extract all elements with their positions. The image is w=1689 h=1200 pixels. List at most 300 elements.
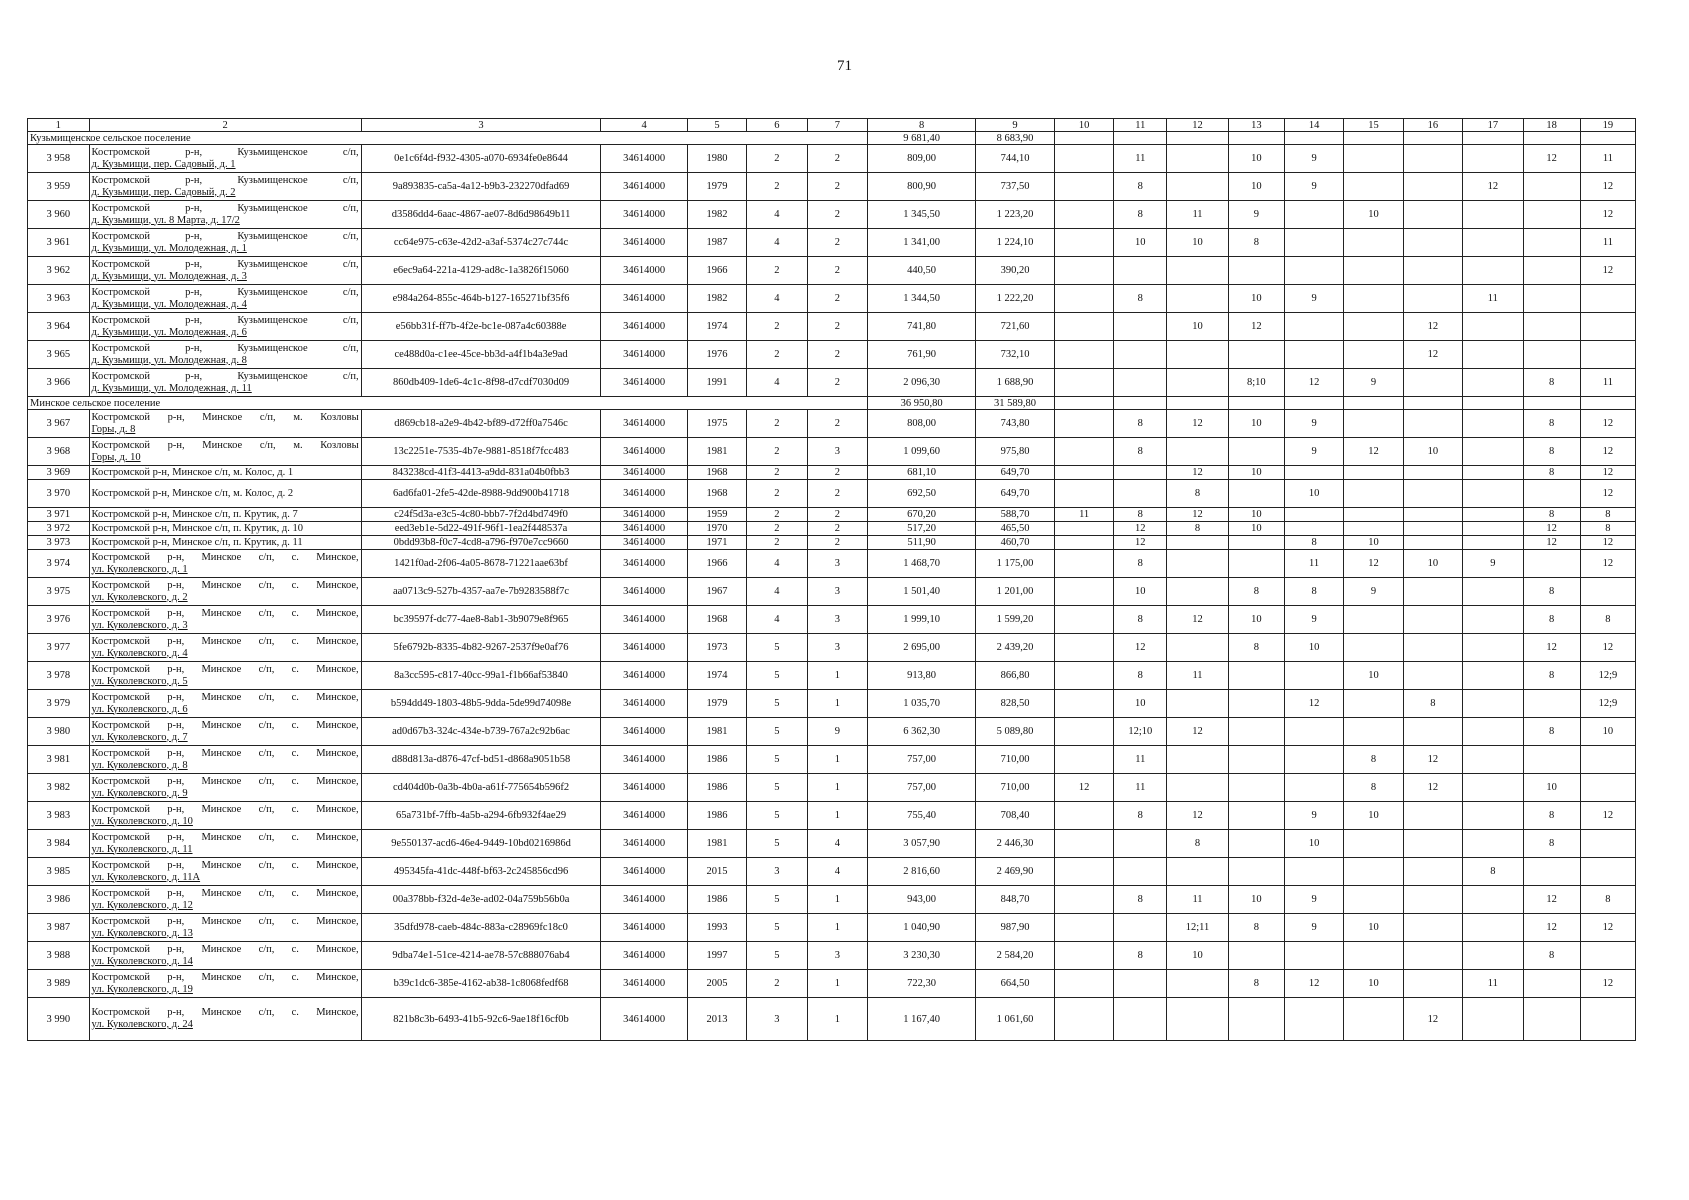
column-number-row bbox=[28, 119, 1636, 132]
entrances: 2 bbox=[807, 145, 867, 173]
col-13: 10 bbox=[1228, 606, 1284, 634]
total-area: 2 695,00 bbox=[868, 634, 976, 662]
empty-cell bbox=[1463, 397, 1523, 410]
row-number: 3 958 bbox=[28, 145, 90, 173]
row-number: 3 959 bbox=[28, 173, 90, 201]
entrances: 2 bbox=[807, 201, 867, 229]
col-14: 12 bbox=[1284, 690, 1343, 718]
address-line-1: Костромской р-н, Минское с/п, п. Крутик, д. 11 bbox=[91, 536, 303, 548]
col-13 bbox=[1228, 858, 1284, 886]
table-row bbox=[28, 914, 1636, 942]
build-year: 2015 bbox=[687, 858, 746, 886]
col-10 bbox=[1054, 998, 1113, 1041]
col-19: 12 bbox=[1580, 257, 1635, 285]
col-19 bbox=[1580, 746, 1635, 774]
col-17: 11 bbox=[1463, 970, 1523, 998]
oktmo-code: 34614000 bbox=[601, 508, 687, 522]
build-year: 1987 bbox=[687, 229, 746, 257]
fias-guid: d88d813a-d876-47cf-bd51-d868a9051b58 bbox=[361, 746, 601, 774]
col-13 bbox=[1228, 536, 1284, 550]
address-line-1: Костромской р-н, Кузьмищенское с/п, bbox=[91, 146, 359, 158]
col-19 bbox=[1580, 285, 1635, 313]
fias-guid: 821b8c3b-6493-41b5-92c6-9ae18f16cf0b bbox=[361, 998, 601, 1041]
living-area: 649,70 bbox=[976, 466, 1055, 480]
col-17 bbox=[1463, 718, 1523, 746]
living-area: 2 446,30 bbox=[976, 830, 1055, 858]
col-17 bbox=[1463, 480, 1523, 508]
col-14: 9 bbox=[1284, 145, 1343, 173]
floors: 5 bbox=[747, 774, 807, 802]
entrances: 2 bbox=[807, 410, 867, 438]
oktmo-code: 34614000 bbox=[601, 718, 687, 746]
col-15: 9 bbox=[1344, 369, 1403, 397]
address-line-2: ул. Куколевского, д. 11А bbox=[91, 871, 201, 883]
col-14: 10 bbox=[1284, 830, 1343, 858]
col-17: 8 bbox=[1463, 858, 1523, 886]
living-area: 743,80 bbox=[976, 410, 1055, 438]
col-19: 12 bbox=[1580, 634, 1635, 662]
col-15 bbox=[1344, 886, 1403, 914]
col-13: 8 bbox=[1228, 914, 1284, 942]
col-12: 11 bbox=[1167, 662, 1229, 690]
column-number: 9 bbox=[976, 119, 1055, 132]
col-12 bbox=[1167, 858, 1229, 886]
living-area: 1 201,00 bbox=[976, 578, 1055, 606]
col-10 bbox=[1054, 606, 1113, 634]
floors: 5 bbox=[747, 634, 807, 662]
column-number: 14 bbox=[1284, 119, 1343, 132]
col-14 bbox=[1284, 858, 1343, 886]
fias-guid: 1421f0ad-2f06-4a05-8678-71221aae63bf bbox=[361, 550, 601, 578]
col-17 bbox=[1463, 410, 1523, 438]
address-line-1: Костромской р-н, Кузьмищенское с/п, bbox=[91, 314, 359, 326]
fias-guid: c24f5d3a-e3c5-4c80-bbb7-7f2d4bd749f0 bbox=[361, 508, 601, 522]
row-number: 3 976 bbox=[28, 606, 90, 634]
col-10 bbox=[1054, 369, 1113, 397]
col-14 bbox=[1284, 998, 1343, 1041]
col-18 bbox=[1523, 746, 1580, 774]
col-12: 12 bbox=[1167, 466, 1229, 480]
col-18 bbox=[1523, 229, 1580, 257]
fias-guid: e6ec9a64-221a-4129-ad8c-1a3826f15060 bbox=[361, 257, 601, 285]
address-line-1: Костромской р-н, Минское с/п, м. Козловы bbox=[91, 439, 359, 451]
build-year: 1975 bbox=[687, 410, 746, 438]
col-13 bbox=[1228, 257, 1284, 285]
col-10 bbox=[1054, 536, 1113, 550]
col-14 bbox=[1284, 341, 1343, 369]
col-17: 11 bbox=[1463, 285, 1523, 313]
table-row bbox=[28, 257, 1636, 285]
row-number: 3 962 bbox=[28, 257, 90, 285]
col-17 bbox=[1463, 522, 1523, 536]
col-16 bbox=[1403, 830, 1462, 858]
address-cell bbox=[89, 285, 361, 313]
col-19: 12 bbox=[1580, 466, 1635, 480]
col-19: 12 bbox=[1580, 802, 1635, 830]
oktmo-code: 34614000 bbox=[601, 438, 687, 466]
col-15 bbox=[1344, 508, 1403, 522]
floors: 4 bbox=[747, 285, 807, 313]
col-19: 11 bbox=[1580, 229, 1635, 257]
col-19 bbox=[1580, 578, 1635, 606]
col-18: 8 bbox=[1523, 369, 1580, 397]
col-16 bbox=[1403, 229, 1462, 257]
address-line-2: д. Кузьмищи, ул. Молодежная, д. 3 bbox=[91, 270, 247, 282]
section-name: Минское сельское поселение bbox=[28, 397, 868, 410]
oktmo-code: 34614000 bbox=[601, 285, 687, 313]
empty-cell bbox=[1167, 397, 1229, 410]
address-line-2: д. Кузьмищи, ул. Молодежная, д. 6 bbox=[91, 326, 247, 338]
col-13: 10 bbox=[1228, 285, 1284, 313]
row-number: 3 982 bbox=[28, 774, 90, 802]
row-number: 3 971 bbox=[28, 508, 90, 522]
entrances: 1 bbox=[807, 662, 867, 690]
col-13: 8 bbox=[1228, 229, 1284, 257]
total-area: 800,90 bbox=[868, 173, 976, 201]
col-10 bbox=[1054, 942, 1113, 970]
col-16: 10 bbox=[1403, 550, 1462, 578]
col-14: 10 bbox=[1284, 634, 1343, 662]
address-line-2: д. Кузьмищи, ул. Молодежная, д. 8 bbox=[91, 354, 247, 366]
build-year: 1974 bbox=[687, 662, 746, 690]
col-18: 8 bbox=[1523, 606, 1580, 634]
table-row bbox=[28, 662, 1636, 690]
entrances: 2 bbox=[807, 257, 867, 285]
floors: 2 bbox=[747, 536, 807, 550]
table-row bbox=[28, 341, 1636, 369]
col-15 bbox=[1344, 341, 1403, 369]
floors: 5 bbox=[747, 830, 807, 858]
living-area: 664,50 bbox=[976, 970, 1055, 998]
oktmo-code: 34614000 bbox=[601, 257, 687, 285]
fias-guid: d3586dd4-6aac-4867-ae07-8d6d98649b11 bbox=[361, 201, 601, 229]
col-16 bbox=[1403, 662, 1462, 690]
address-line-2: д. Кузьмищи, ул. Молодежная, д. 1 bbox=[91, 242, 247, 254]
address-line-2: д. Кузьмищи, ул. 8 Марта, д. 17/2 bbox=[91, 214, 240, 226]
col-14 bbox=[1284, 942, 1343, 970]
col-14 bbox=[1284, 257, 1343, 285]
empty-cell bbox=[1344, 132, 1403, 145]
address-line-1: Костромской р-н, Минское с/п, м. Колос, д. 1 bbox=[91, 466, 294, 478]
address-line-2: ул. Куколевского, д. 11 bbox=[91, 843, 193, 855]
build-year: 1967 bbox=[687, 578, 746, 606]
col-16 bbox=[1403, 536, 1462, 550]
address-line-1: Костромской р-н, Минское с/п, с. Минское, bbox=[91, 775, 359, 787]
table-row bbox=[28, 313, 1636, 341]
build-year: 1959 bbox=[687, 508, 746, 522]
col-12 bbox=[1167, 578, 1229, 606]
build-year: 1979 bbox=[687, 173, 746, 201]
table-row bbox=[28, 550, 1636, 578]
column-number: 5 bbox=[687, 119, 746, 132]
row-number: 3 983 bbox=[28, 802, 90, 830]
empty-cell bbox=[1167, 132, 1229, 145]
column-number: 18 bbox=[1523, 119, 1580, 132]
address-line-1: Костромской р-н, Минское с/п, с. Минское, bbox=[91, 971, 359, 983]
total-area: 809,00 bbox=[868, 145, 976, 173]
build-year: 1997 bbox=[687, 942, 746, 970]
address-line-2: ул. Куколевского, д. 6 bbox=[91, 703, 188, 715]
col-12 bbox=[1167, 690, 1229, 718]
col-14: 8 bbox=[1284, 536, 1343, 550]
floors: 4 bbox=[747, 229, 807, 257]
living-area: 2 439,20 bbox=[976, 634, 1055, 662]
row-number: 3 987 bbox=[28, 914, 90, 942]
floors: 2 bbox=[747, 480, 807, 508]
living-area: 708,40 bbox=[976, 802, 1055, 830]
build-year: 1986 bbox=[687, 802, 746, 830]
fias-guid: 65a731bf-7ffb-4a5b-a294-6fb932f4ae29 bbox=[361, 802, 601, 830]
col-15 bbox=[1344, 998, 1403, 1041]
address-cell bbox=[89, 369, 361, 397]
row-number: 3 979 bbox=[28, 690, 90, 718]
col-16: 12 bbox=[1403, 774, 1462, 802]
fias-guid: aa0713c9-527b-4357-aa7e-7b9283588f7c bbox=[361, 578, 601, 606]
address-line-2: ул. Куколевского, д. 3 bbox=[91, 619, 188, 631]
address-cell bbox=[89, 229, 361, 257]
total-area: 2 816,60 bbox=[868, 858, 976, 886]
table-row bbox=[28, 480, 1636, 508]
col-15 bbox=[1344, 858, 1403, 886]
address-cell bbox=[89, 522, 361, 536]
col-14: 9 bbox=[1284, 914, 1343, 942]
col-13 bbox=[1228, 746, 1284, 774]
living-area: 744,10 bbox=[976, 145, 1055, 173]
build-year: 1981 bbox=[687, 438, 746, 466]
address-line-2: ул. Куколевского, д. 1 bbox=[91, 563, 188, 575]
col-13 bbox=[1228, 341, 1284, 369]
total-area: 741,80 bbox=[868, 313, 976, 341]
col-12: 12 bbox=[1167, 606, 1229, 634]
fias-guid: 35dfd978-caeb-484c-883a-c28969fc18c0 bbox=[361, 914, 601, 942]
floors: 2 bbox=[747, 257, 807, 285]
oktmo-code: 34614000 bbox=[601, 201, 687, 229]
table-row bbox=[28, 145, 1636, 173]
empty-cell bbox=[1228, 397, 1284, 410]
col-14: 9 bbox=[1284, 886, 1343, 914]
col-14 bbox=[1284, 229, 1343, 257]
total-area: 511,90 bbox=[868, 536, 976, 550]
entrances: 1 bbox=[807, 774, 867, 802]
col-13: 10 bbox=[1228, 508, 1284, 522]
col-17 bbox=[1463, 313, 1523, 341]
entrances: 1 bbox=[807, 690, 867, 718]
address-line-2: д. Кузьмищи, пер. Садовый, д. 2 bbox=[91, 186, 236, 198]
col-10 bbox=[1054, 802, 1113, 830]
floors: 4 bbox=[747, 201, 807, 229]
living-area: 1 061,60 bbox=[976, 998, 1055, 1041]
total-area: 1 040,90 bbox=[868, 914, 976, 942]
column-number: 4 bbox=[601, 119, 687, 132]
col-16 bbox=[1403, 369, 1462, 397]
col-16 bbox=[1403, 970, 1462, 998]
col-15 bbox=[1344, 830, 1403, 858]
col-11: 8 bbox=[1114, 886, 1167, 914]
fias-guid: e56bb31f-ff7b-4f2e-bc1e-087a4c60388e bbox=[361, 313, 601, 341]
fias-guid: 6ad6fa01-2fe5-42de-8988-9dd900b41718 bbox=[361, 480, 601, 508]
build-year: 1968 bbox=[687, 466, 746, 480]
entrances: 2 bbox=[807, 285, 867, 313]
register-table bbox=[27, 118, 1636, 1041]
col-10 bbox=[1054, 257, 1113, 285]
table-row bbox=[28, 690, 1636, 718]
col-11: 10 bbox=[1114, 229, 1167, 257]
total-area: 1 341,00 bbox=[868, 229, 976, 257]
col-19 bbox=[1580, 942, 1635, 970]
col-14 bbox=[1284, 522, 1343, 536]
empty-cell bbox=[1580, 397, 1635, 410]
entrances: 2 bbox=[807, 173, 867, 201]
table-row bbox=[28, 410, 1636, 438]
address-cell bbox=[89, 858, 361, 886]
column-number: 2 bbox=[89, 119, 361, 132]
col-11 bbox=[1114, 830, 1167, 858]
col-10 bbox=[1054, 690, 1113, 718]
address-line-1: Костромской р-н, Минское с/п, с. Минское, bbox=[91, 887, 359, 899]
col-11: 8 bbox=[1114, 285, 1167, 313]
col-12: 8 bbox=[1167, 480, 1229, 508]
address-line-2: ул. Куколевского, д. 10 bbox=[91, 815, 193, 827]
col-10 bbox=[1054, 578, 1113, 606]
oktmo-code: 34614000 bbox=[601, 830, 687, 858]
fias-guid: d869cb18-a2e9-4b42-bf89-d72ff0a7546c bbox=[361, 410, 601, 438]
entrances: 2 bbox=[807, 480, 867, 508]
col-12 bbox=[1167, 970, 1229, 998]
total-area: 1 099,60 bbox=[868, 438, 976, 466]
col-12 bbox=[1167, 438, 1229, 466]
table-row bbox=[28, 746, 1636, 774]
col-19 bbox=[1580, 341, 1635, 369]
empty-cell bbox=[1403, 397, 1462, 410]
living-area: 732,10 bbox=[976, 341, 1055, 369]
col-18: 12 bbox=[1523, 634, 1580, 662]
fias-guid: bc39597f-dc77-4ae8-8ab1-3b9079e8f965 bbox=[361, 606, 601, 634]
row-number: 3 978 bbox=[28, 662, 90, 690]
col-12 bbox=[1167, 341, 1229, 369]
address-line-2: Горы, д. 8 bbox=[91, 423, 136, 435]
fias-guid: 0bdd93b8-f0c7-4cd8-a796-f970e7cc9660 bbox=[361, 536, 601, 550]
address-cell bbox=[89, 942, 361, 970]
col-10 bbox=[1054, 341, 1113, 369]
col-18: 8 bbox=[1523, 942, 1580, 970]
build-year: 1991 bbox=[687, 369, 746, 397]
oktmo-code: 34614000 bbox=[601, 466, 687, 480]
floors: 2 bbox=[747, 522, 807, 536]
total-area: 517,20 bbox=[868, 522, 976, 536]
floors: 4 bbox=[747, 550, 807, 578]
floors: 5 bbox=[747, 802, 807, 830]
col-18: 8 bbox=[1523, 466, 1580, 480]
table-row bbox=[28, 466, 1636, 480]
entrances: 9 bbox=[807, 718, 867, 746]
address-line-2: Горы, д. 10 bbox=[91, 451, 141, 463]
col-12 bbox=[1167, 634, 1229, 662]
col-17 bbox=[1463, 690, 1523, 718]
total-area: 3 057,90 bbox=[868, 830, 976, 858]
fias-guid: 843238cd-41f3-4413-a9dd-831a04b0fbb3 bbox=[361, 466, 601, 480]
entrances: 2 bbox=[807, 313, 867, 341]
col-18: 8 bbox=[1523, 578, 1580, 606]
address-line-2: ул. Куколевского, д. 8 bbox=[91, 759, 188, 771]
oktmo-code: 34614000 bbox=[601, 229, 687, 257]
page-number: 71 bbox=[837, 58, 852, 74]
col-10 bbox=[1054, 914, 1113, 942]
table-row bbox=[28, 229, 1636, 257]
fias-guid: ce488d0a-c1ee-45ce-bb3d-a4f1b4a3e9ad bbox=[361, 341, 601, 369]
floors: 5 bbox=[747, 942, 807, 970]
fias-guid: 00a378bb-f32d-4e3e-ad02-04a759b56b0a bbox=[361, 886, 601, 914]
build-year: 1986 bbox=[687, 746, 746, 774]
col-15 bbox=[1344, 285, 1403, 313]
col-18 bbox=[1523, 173, 1580, 201]
total-area: 3 230,30 bbox=[868, 942, 976, 970]
entrances: 2 bbox=[807, 369, 867, 397]
oktmo-code: 34614000 bbox=[601, 886, 687, 914]
living-area: 710,00 bbox=[976, 774, 1055, 802]
col-13: 8;10 bbox=[1228, 369, 1284, 397]
row-number: 3 981 bbox=[28, 746, 90, 774]
build-year: 1971 bbox=[687, 536, 746, 550]
col-16 bbox=[1403, 410, 1462, 438]
address-cell bbox=[89, 634, 361, 662]
col-19: 8 bbox=[1580, 606, 1635, 634]
address-line-2: ул. Куколевского, д. 9 bbox=[91, 787, 188, 799]
col-19: 11 bbox=[1580, 145, 1635, 173]
col-13: 12 bbox=[1228, 313, 1284, 341]
col-11: 8 bbox=[1114, 508, 1167, 522]
total-area: 808,00 bbox=[868, 410, 976, 438]
living-area: 987,90 bbox=[976, 914, 1055, 942]
col-12 bbox=[1167, 998, 1229, 1041]
col-10 bbox=[1054, 173, 1113, 201]
address-line-1: Костромской р-н, Минское с/п, с. Минское, bbox=[91, 915, 359, 927]
address-cell bbox=[89, 802, 361, 830]
empty-cell bbox=[1284, 132, 1343, 145]
entrances: 3 bbox=[807, 942, 867, 970]
col-15: 10 bbox=[1344, 201, 1403, 229]
column-number: 11 bbox=[1114, 119, 1167, 132]
address-line-2: ул. Куколевского, д. 12 bbox=[91, 899, 193, 911]
col-13 bbox=[1228, 480, 1284, 508]
address-cell bbox=[89, 173, 361, 201]
table-row bbox=[28, 606, 1636, 634]
build-year: 1968 bbox=[687, 480, 746, 508]
living-area: 390,20 bbox=[976, 257, 1055, 285]
col-17 bbox=[1463, 341, 1523, 369]
living-area: 1 688,90 bbox=[976, 369, 1055, 397]
address-line-1: Костромской р-н, Минское с/п, с. Минское, bbox=[91, 607, 359, 619]
address-cell bbox=[89, 201, 361, 229]
living-area: 460,70 bbox=[976, 536, 1055, 550]
col-19: 8 bbox=[1580, 522, 1635, 536]
col-14 bbox=[1284, 746, 1343, 774]
address-cell bbox=[89, 410, 361, 438]
column-number: 17 bbox=[1463, 119, 1523, 132]
col-13: 10 bbox=[1228, 410, 1284, 438]
col-10 bbox=[1054, 229, 1113, 257]
col-14 bbox=[1284, 662, 1343, 690]
col-16 bbox=[1403, 522, 1462, 536]
oktmo-code: 34614000 bbox=[601, 313, 687, 341]
address-line-1: Костромской р-н, Кузьмищенское с/п, bbox=[91, 230, 359, 242]
floors: 3 bbox=[747, 858, 807, 886]
col-12: 12 bbox=[1167, 718, 1229, 746]
col-18: 12 bbox=[1523, 145, 1580, 173]
col-18 bbox=[1523, 858, 1580, 886]
address-cell bbox=[89, 662, 361, 690]
col-10 bbox=[1054, 886, 1113, 914]
row-number: 3 969 bbox=[28, 466, 90, 480]
